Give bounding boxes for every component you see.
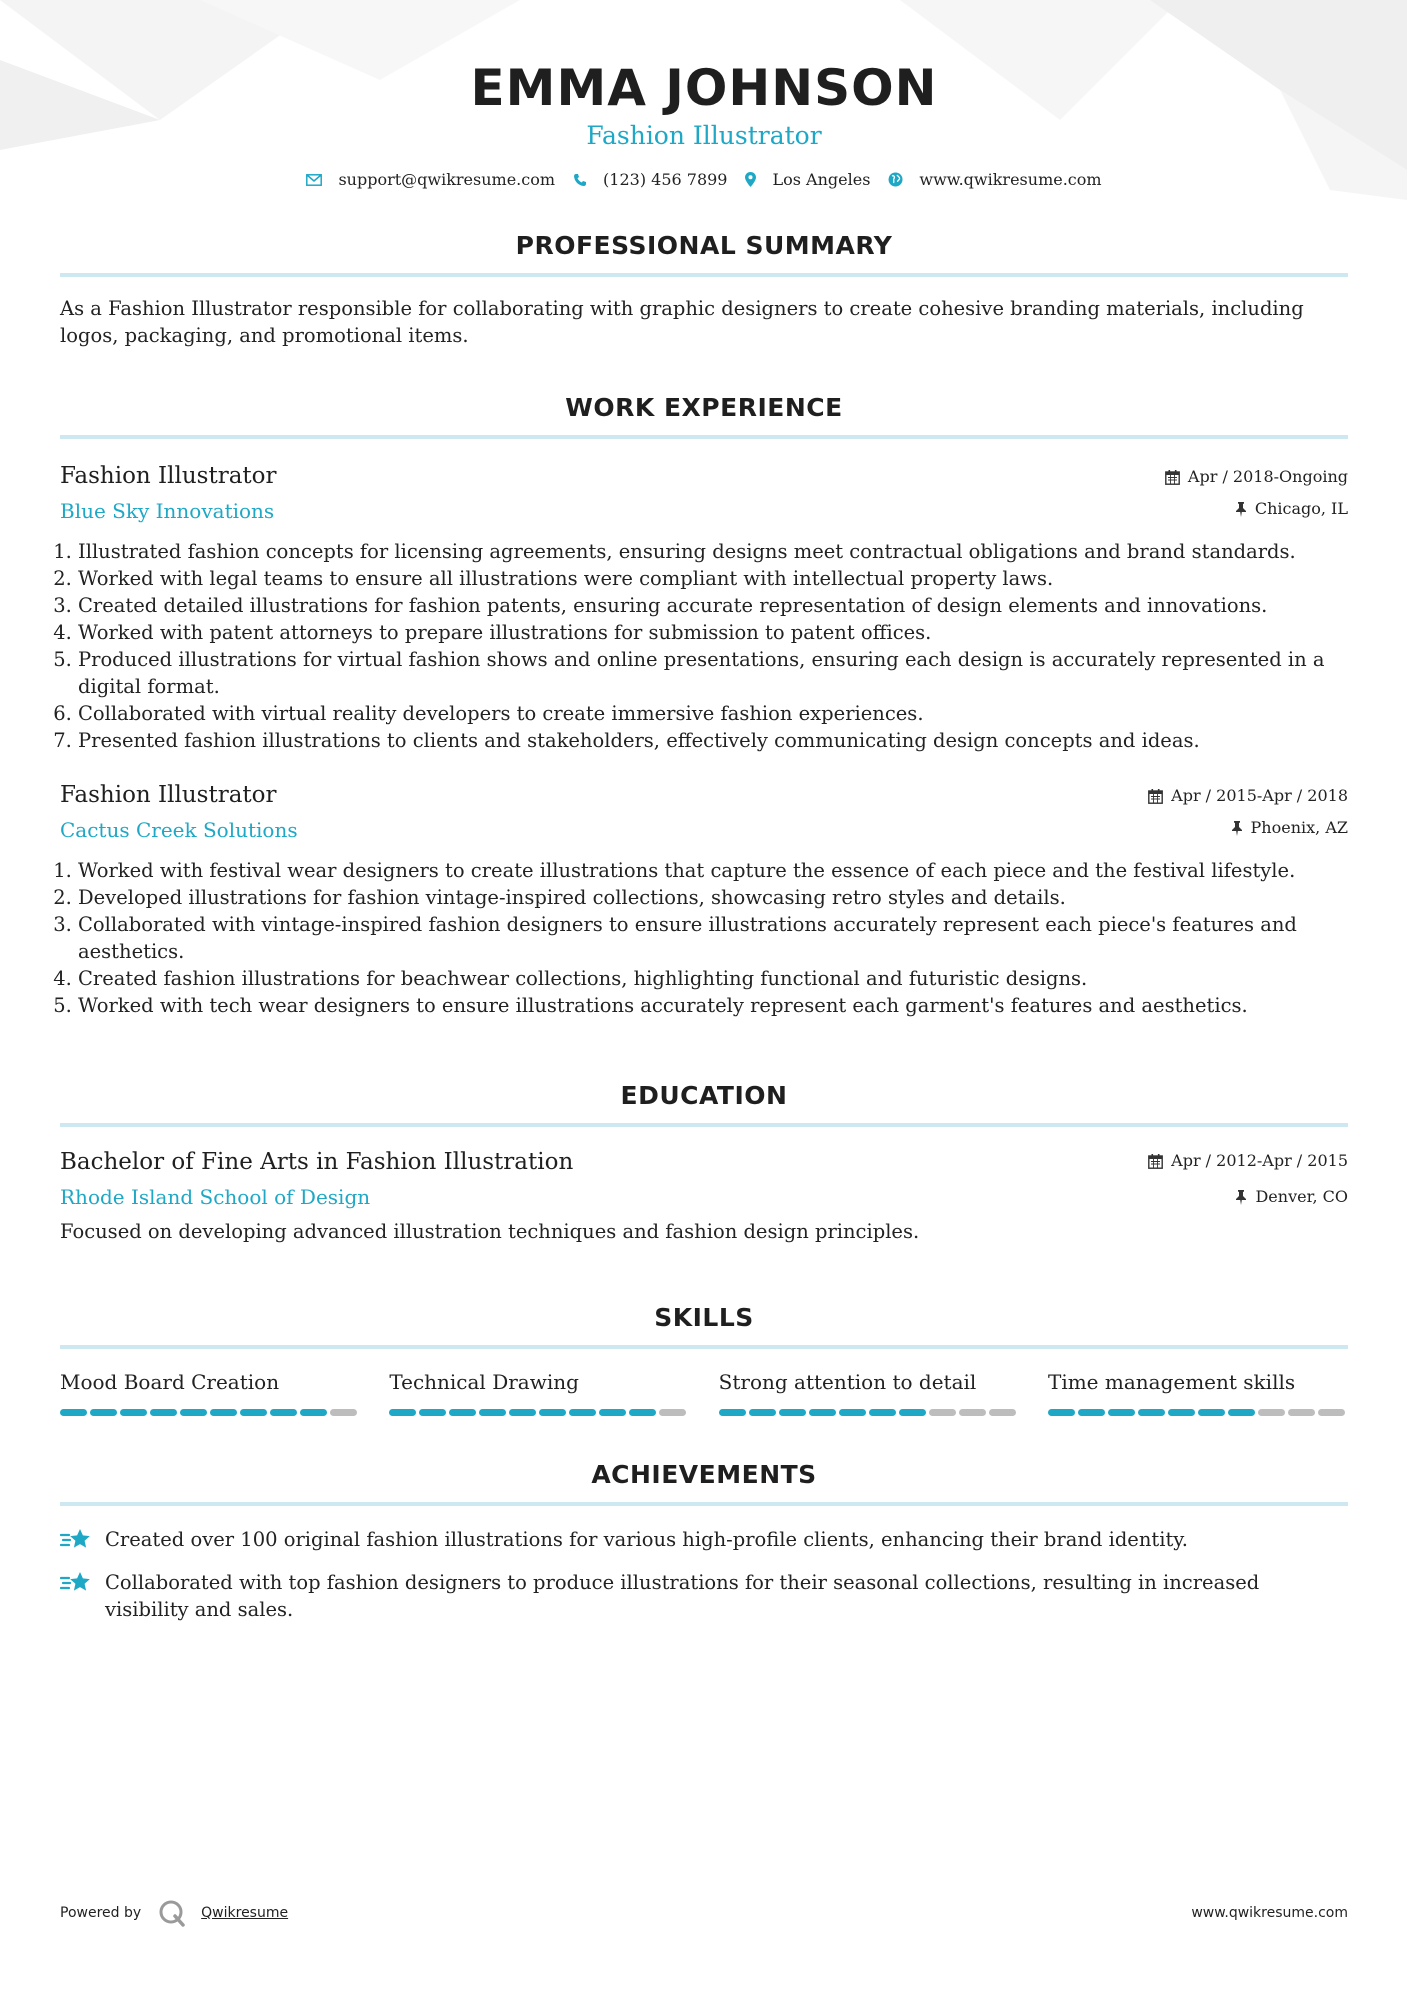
achievement-text: Created over 100 original fashion illustrations for various high-profile clients, enhancing their brand identity.: [105, 1528, 1188, 1551]
skill-segment-empty: [989, 1409, 1016, 1416]
skill-segment-empty: [1288, 1409, 1315, 1416]
skill-segment-filled: [509, 1409, 536, 1416]
job-dates-text: Apr / 2015-Apr / 2018: [1171, 786, 1348, 805]
skill-segment-empty: [659, 1409, 686, 1416]
list-item: 2. Worked with legal teams to ensure all illustrations were compliant with intellectual property laws.: [78, 565, 1348, 592]
skill-segment-empty: [929, 1409, 956, 1416]
experience-section: [60, 393, 1348, 1019]
calendar-icon: [1148, 789, 1163, 804]
skill-item: [719, 1369, 1019, 1416]
skill-segment-filled: [1228, 1409, 1255, 1416]
pushpin-icon: [1235, 1190, 1247, 1205]
email-text: support@qwikresume.com: [338, 170, 556, 189]
skill-segment-filled: [389, 1409, 416, 1416]
job-title: Fashion Illustrator: [60, 782, 277, 808]
location-text: Los Angeles: [772, 170, 871, 189]
skill-item: [60, 1369, 360, 1416]
skill-name: Strong attention to detail: [718, 1370, 977, 1394]
job-bullets: [60, 538, 1348, 754]
skill-segment-empty: [1258, 1409, 1285, 1416]
skill-level-bar: [1048, 1409, 1348, 1416]
skill-name: Time management skills: [1047, 1370, 1296, 1394]
globe-icon: [888, 172, 903, 187]
skill-segment-empty: [959, 1409, 986, 1416]
job-company: Cactus Creek Solutions: [60, 818, 298, 842]
contact-phone[interactable]: [573, 170, 727, 189]
skill-segment-filled: [300, 1409, 327, 1416]
skill-segment-filled: [629, 1409, 656, 1416]
skill-segment-filled: [1168, 1409, 1195, 1416]
education-location-text: Denver, CO: [1255, 1187, 1348, 1206]
skill-segment-filled: [899, 1409, 926, 1416]
skill-segment-filled: [60, 1409, 87, 1416]
shooting-star-icon: [60, 1569, 93, 1597]
summary-divider: [60, 273, 1348, 277]
education-divider: [60, 1123, 1348, 1127]
skill-segment-filled: [240, 1409, 267, 1416]
phone-icon: [573, 173, 587, 187]
skill-segment-filled: [1048, 1409, 1075, 1416]
powered-by-label: Powered by: [60, 1905, 142, 1921]
skill-segment-empty: [330, 1409, 357, 1416]
job-title: Fashion Illustrator: [60, 463, 277, 489]
skill-segment-filled: [749, 1409, 776, 1416]
experience-divider: [60, 435, 1348, 439]
job-dates: [1148, 786, 1348, 806]
job-entry: [60, 780, 1348, 1019]
skill-level-bar: [60, 1409, 360, 1416]
education-section: [60, 1081, 1348, 1245]
list-item: 3. Collaborated with vintage-inspired fashion designers to ensure illustrations accurately represent each piece's features and aesthetics.: [78, 911, 1348, 965]
calendar-icon: [1165, 470, 1180, 485]
contact-location: [745, 170, 870, 189]
skill-segment-filled: [809, 1409, 836, 1416]
list-item: 5. Produced illustrations for virtual fashion shows and online presentations, ensuring each design is accurately represented in a digital format.: [78, 646, 1348, 700]
skill-name: Mood Board Creation: [60, 1370, 280, 1394]
pushpin-icon: [1235, 502, 1247, 517]
map-pin-icon: [745, 172, 756, 187]
skill-segment-filled: [90, 1409, 117, 1416]
skill-name: Technical Drawing: [389, 1370, 579, 1394]
achievements-heading: ACHIEVEMENTS: [591, 1460, 817, 1489]
education-location: [1148, 1187, 1348, 1207]
job-company: Blue Sky Innovations: [60, 499, 275, 523]
skill-level-bar: [389, 1409, 689, 1416]
shooting-star-icon: [60, 1526, 93, 1554]
website-text: www.qwikresume.com: [919, 170, 1102, 189]
skill-segment-filled: [1198, 1409, 1225, 1416]
skill-segment-filled: [719, 1409, 746, 1416]
skill-segment-filled: [599, 1409, 626, 1416]
job-entry: [60, 461, 1348, 754]
list-item: 4. Created fashion illustrations for beachwear collections, highlighting functional and futuristic designs.: [78, 965, 1348, 992]
skills-section: [60, 1303, 1348, 1416]
job-location: [1148, 818, 1348, 838]
list-item: 1. Worked with festival wear designers to create illustrations that capture the essence of each piece and the festival lifestyle.: [78, 857, 1348, 884]
achievements-divider: [60, 1502, 1348, 1506]
candidate-name: EMMA JOHNSON: [470, 59, 938, 117]
skill-segment-filled: [479, 1409, 506, 1416]
degree-title: Bachelor of Fine Arts in Fashion Illustration: [60, 1149, 574, 1175]
job-dates: [1165, 467, 1348, 487]
skill-segment-filled: [210, 1409, 237, 1416]
experience-heading: WORK EXPERIENCE: [565, 393, 843, 422]
list-item: 7. Presented fashion illustrations to clients and stakeholders, effectively communicating design concepts and ideas.: [78, 727, 1348, 754]
resume-header: [60, 0, 1348, 189]
skill-segment-filled: [1078, 1409, 1105, 1416]
list-item: 4. Worked with patent attorneys to prepare illustrations for submission to patent offices.: [78, 619, 1348, 646]
list-item: 1. Illustrated fashion concepts for licensing agreements, ensuring designs meet contractual obligations and brand standards.: [78, 538, 1348, 565]
list-item: 3. Created detailed illustrations for fashion patents, ensuring accurate representation of design elements and innovations.: [78, 592, 1348, 619]
pushpin-icon: [1231, 821, 1243, 836]
skill-item: [389, 1369, 689, 1416]
skill-segment-filled: [120, 1409, 147, 1416]
skill-segment-filled: [1108, 1409, 1135, 1416]
skill-segment-filled: [779, 1409, 806, 1416]
skill-segment-filled: [150, 1409, 177, 1416]
skill-level-bar: [719, 1409, 1019, 1416]
education-dates-text: Apr / 2012-Apr / 2015: [1171, 1151, 1348, 1170]
candidate-role: Fashion Illustrator: [586, 121, 822, 150]
skill-segment-filled: [419, 1409, 446, 1416]
achievements-section: [60, 1460, 1348, 1623]
list-item: 6. Collaborated with virtual reality developers to create immersive fashion experiences.: [78, 700, 1348, 727]
skill-item: [1048, 1369, 1348, 1416]
achievement-item: [60, 1526, 1348, 1554]
job-bullets: [60, 857, 1348, 1019]
job-location-text: Chicago, IL: [1254, 499, 1348, 518]
education-description: Focused on developing advanced illustration techniques and fashion design principles.: [60, 1220, 920, 1243]
qwikresume-link[interactable]: Qwikresume: [201, 1905, 289, 1921]
skills-divider: [60, 1345, 1348, 1349]
skill-segment-filled: [1138, 1409, 1165, 1416]
phone-text: (123) 456 7899: [603, 170, 728, 189]
skill-segment-filled: [270, 1409, 297, 1416]
footer-website[interactable]: www.qwikresume.com: [1191, 1905, 1348, 1921]
education-heading: EDUCATION: [620, 1081, 788, 1110]
contact-website[interactable]: [888, 170, 1101, 189]
skill-segment-empty: [1318, 1409, 1345, 1416]
education-dates: [1148, 1151, 1348, 1171]
qwikresume-logo-icon: [157, 1898, 187, 1928]
list-item: 5. Worked with tech wear designers to ensure illustrations accurately represent each garment's features and aesthetics.: [78, 992, 1348, 1019]
achievement-text: Collaborated with top fashion designers to produce illustrations for their seasonal collections, resulting in increased visibility and sales.: [105, 1571, 1260, 1621]
footer: [60, 1898, 1348, 1928]
summary-heading: PROFESSIONAL SUMMARY: [515, 231, 893, 260]
skill-segment-filled: [839, 1409, 866, 1416]
school-name: Rhode Island School of Design: [60, 1185, 371, 1209]
summary-text: As a Fashion Illustrator responsible for collaborating with graphic designers to create cohesive branding materials, including logos, packaging, and promotional items.: [60, 297, 1304, 347]
contact-row: [60, 170, 1348, 189]
skill-segment-filled: [869, 1409, 896, 1416]
job-location: [1165, 499, 1348, 519]
summary-section: [60, 231, 1348, 349]
list-item: 2. Developed illustrations for fashion vintage-inspired collections, showcasing retro styles and details.: [78, 884, 1348, 911]
skills-heading: SKILLS: [654, 1303, 754, 1332]
skill-segment-filled: [539, 1409, 566, 1416]
contact-email[interactable]: [306, 170, 555, 189]
skill-segment-filled: [569, 1409, 596, 1416]
skill-segment-filled: [180, 1409, 207, 1416]
envelope-icon: [306, 174, 322, 186]
job-location-text: Phoenix, AZ: [1250, 818, 1348, 837]
calendar-icon: [1148, 1154, 1163, 1169]
skill-segment-filled: [449, 1409, 476, 1416]
achievement-item: [60, 1569, 1348, 1623]
job-dates-text: Apr / 2018-Ongoing: [1187, 467, 1348, 486]
